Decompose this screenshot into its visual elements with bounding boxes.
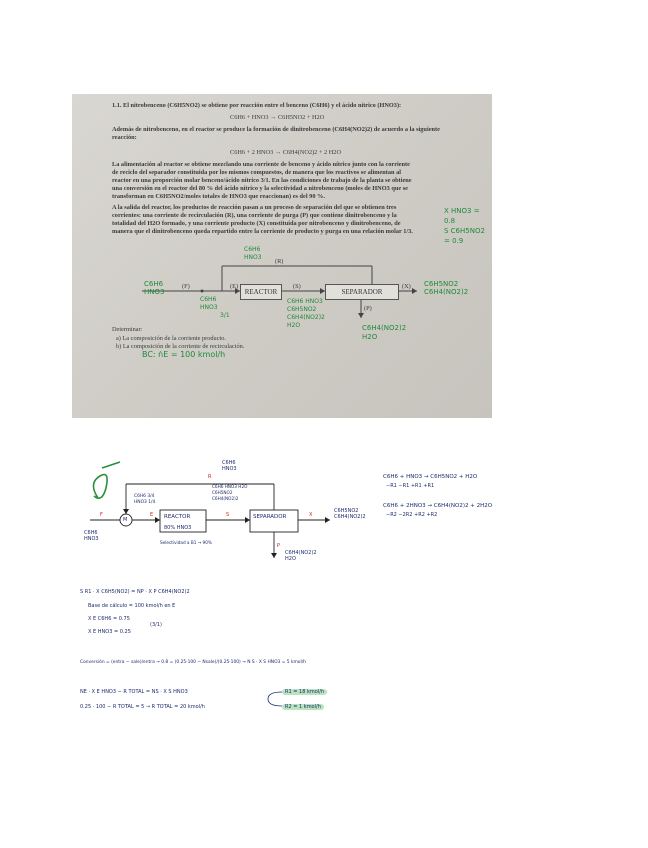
textbook-photo	[72, 94, 492, 418]
diagram-f: F	[100, 512, 103, 518]
diagram-recycle-label: C6H6 HNO3	[222, 460, 237, 473]
paragraph-1: Además de nitrobenceno, en el reactor se produce la formación de dinitrobenceno (C6H4(NO2)2) de acuerdo a la siguiente reacción:	[112, 126, 440, 141]
green-note-ratio: 3/1	[220, 312, 230, 319]
printed-reactor-box: REACTOR	[240, 284, 282, 300]
diagram-s-label: C6H6 HNO3 H2O C6H5NO2 C6H4(NO2)2	[212, 484, 248, 502]
paragraph-2-line-4: una conversión en el reactor del 80 % del ácido nítrico y la selectividad a nitrobenceno (moles de HNO3 que se	[112, 185, 408, 192]
calc-line-7: 0.25 · 100 − R TOTAL = 5 → R TOTAL = 20 kmol/h	[80, 704, 205, 710]
question-b: b) La composición de la corriente de recirculación.	[116, 343, 245, 350]
reaction-1-extents: −R1 −R1 +R1 +R1	[386, 483, 435, 489]
green-note-r: C6H6 HNO3	[244, 246, 262, 261]
calc-line-6: NE · X E HNO3 − R TOTAL = NS · X S HNO3	[80, 689, 188, 695]
paragraph-2-line-3: reactor en una proporción molar benceno/ácido nítrico 3/1. En las condiciones de trabajo de la planta se obtiene	[112, 177, 412, 184]
diagram-reactor-sub: 80% HNO3	[164, 525, 192, 531]
stream-s-label: (S)	[293, 283, 301, 290]
green-note-f: C6H6 HNO3	[144, 280, 165, 296]
green-note-p: C6H4(NO2)2 H2O	[362, 324, 407, 341]
reaction-1-handwritten: C6H6 + HNO3 → C6H5NO2 + H2O	[383, 474, 478, 480]
diagram-x-label: C6H5NO2 C6H4(NO2)2	[334, 508, 366, 521]
printed-flow-lines	[72, 94, 492, 418]
paragraph-3-line-2: corrientes: una corriente de recirculación (R), una corriente de purga (P) que contiene dinitrobenceno y la	[112, 212, 397, 219]
paragraph-2-line-5: transforman en C6H5NO2/moles totales de HNO3 que reaccionan) es del 90 %.	[112, 193, 325, 200]
diagram-e: E	[150, 512, 154, 518]
question-a: a) La composición de la corriente producto.	[116, 335, 226, 342]
diagram-reactor-label: REACTOR	[164, 514, 191, 520]
stream-f-label: (F)	[182, 283, 190, 290]
diagram-selectivity: Selectividad a B1 → 90%	[160, 540, 212, 545]
reaction-1: C6H6 + HNO3 → C6H5NO2 + H2O	[230, 114, 325, 121]
diagram-p-label: C6H4(NO2)2 H2O	[285, 550, 317, 563]
paragraph-3-line-1: A la salida del reactor, los productos de reacción pasan a un proceso de separación del que se obtienen tres	[112, 204, 397, 211]
diagram-r: R	[208, 474, 212, 480]
stream-x-label: (X)	[402, 283, 411, 290]
diagram-feed-label: C6H6 HNO3	[84, 530, 99, 543]
reaction-2-extents: −R2 −2R2 +R2 +R2	[386, 512, 438, 518]
calc-line-4: X E HNO3 = 0.25	[88, 629, 131, 635]
answer-r2: R2 = 1 kmol/h	[282, 704, 324, 710]
green-note-s: C6H6 HNO3 C6H5NO2 C6H4(NO2)2 H2O	[287, 298, 325, 329]
calc-line-1: S R1 · X C6H5(NO2) = NP · X P C6H4(NO2)2	[80, 589, 190, 595]
answer-r1: R1 = 18 kmol/h	[282, 689, 327, 695]
paragraph-3-line-4: manera que el dinitrobenceno queda repartido entre la corriente de producto y purga en una relación molar 1/3.	[112, 228, 413, 235]
calc-line-2: Base de cálculo = 100 kmol/h en E	[88, 603, 176, 609]
diagram-m: M	[123, 517, 128, 523]
problem-title: 1.1. El nitrobenceno (C6H5NO2) se obtiene por reacción entre el benceno (C6H6) y el ácido nítrico (HNO3):	[112, 102, 402, 109]
green-note-e: C6H6 HNO3	[200, 296, 218, 311]
paragraph-2-line-1: La alimentación al reactor se obtiene mezclando una corriente de benceno y ácido nítrico junto con la corriente	[112, 161, 410, 168]
green-note-selectivity: S C6H5NO2 = 0.9	[444, 227, 485, 245]
green-note-xhno3: X HNO3 = 0.8	[444, 207, 480, 225]
stream-p-label: (P)	[364, 305, 372, 312]
calc-line-3: X E C6H6 = 0.75	[88, 616, 130, 622]
diagram-s: S	[226, 512, 230, 518]
calc-fraction: (3/1)	[150, 622, 162, 628]
paragraph-2-line-2: de reciclo del separador constituida por los mismos compuestos, de manera que los reactivos se alimentan al	[112, 169, 402, 176]
green-note-x: C6H5NO2 C6H4(NO2)2	[424, 280, 469, 296]
diagram-separator-label: SEPARADOR	[253, 514, 287, 520]
determine-label: Determinar:	[112, 326, 143, 333]
diagram-x: X	[309, 512, 313, 518]
diagram-p: P	[277, 543, 281, 549]
reaction-2-handwritten: C6H6 + 2HNO3 → C6H4(NO2)2 + 2H2O	[383, 503, 493, 509]
stream-r-label: (R)	[275, 258, 284, 265]
green-note-basis: BC: ṅE = 100 kmol/h	[142, 350, 226, 359]
reaction-2: C6H6 + 2 HNO3 → C6H4(NO2)2 + 2 H2O	[230, 149, 341, 156]
calc-line-5: Conversión = (entra − sale)/entra → 0.8 = (0.25·100 − Nsale)/(0.25·100) → N S · X S HNO3 = 5 kmol/h	[80, 660, 306, 665]
stream-e-label: (E)	[230, 283, 239, 290]
diagram-e-label: C6H6 3/4 HNO3 1/4	[134, 494, 156, 506]
answer-bracket	[262, 688, 284, 710]
printed-separator-box: SEPARADOR	[325, 284, 399, 300]
paragraph-3-line-3: totalidad del H2O formado, y una corriente producto (X) constituida por nitrobenceno y dinitrobenceno, de	[112, 220, 401, 227]
